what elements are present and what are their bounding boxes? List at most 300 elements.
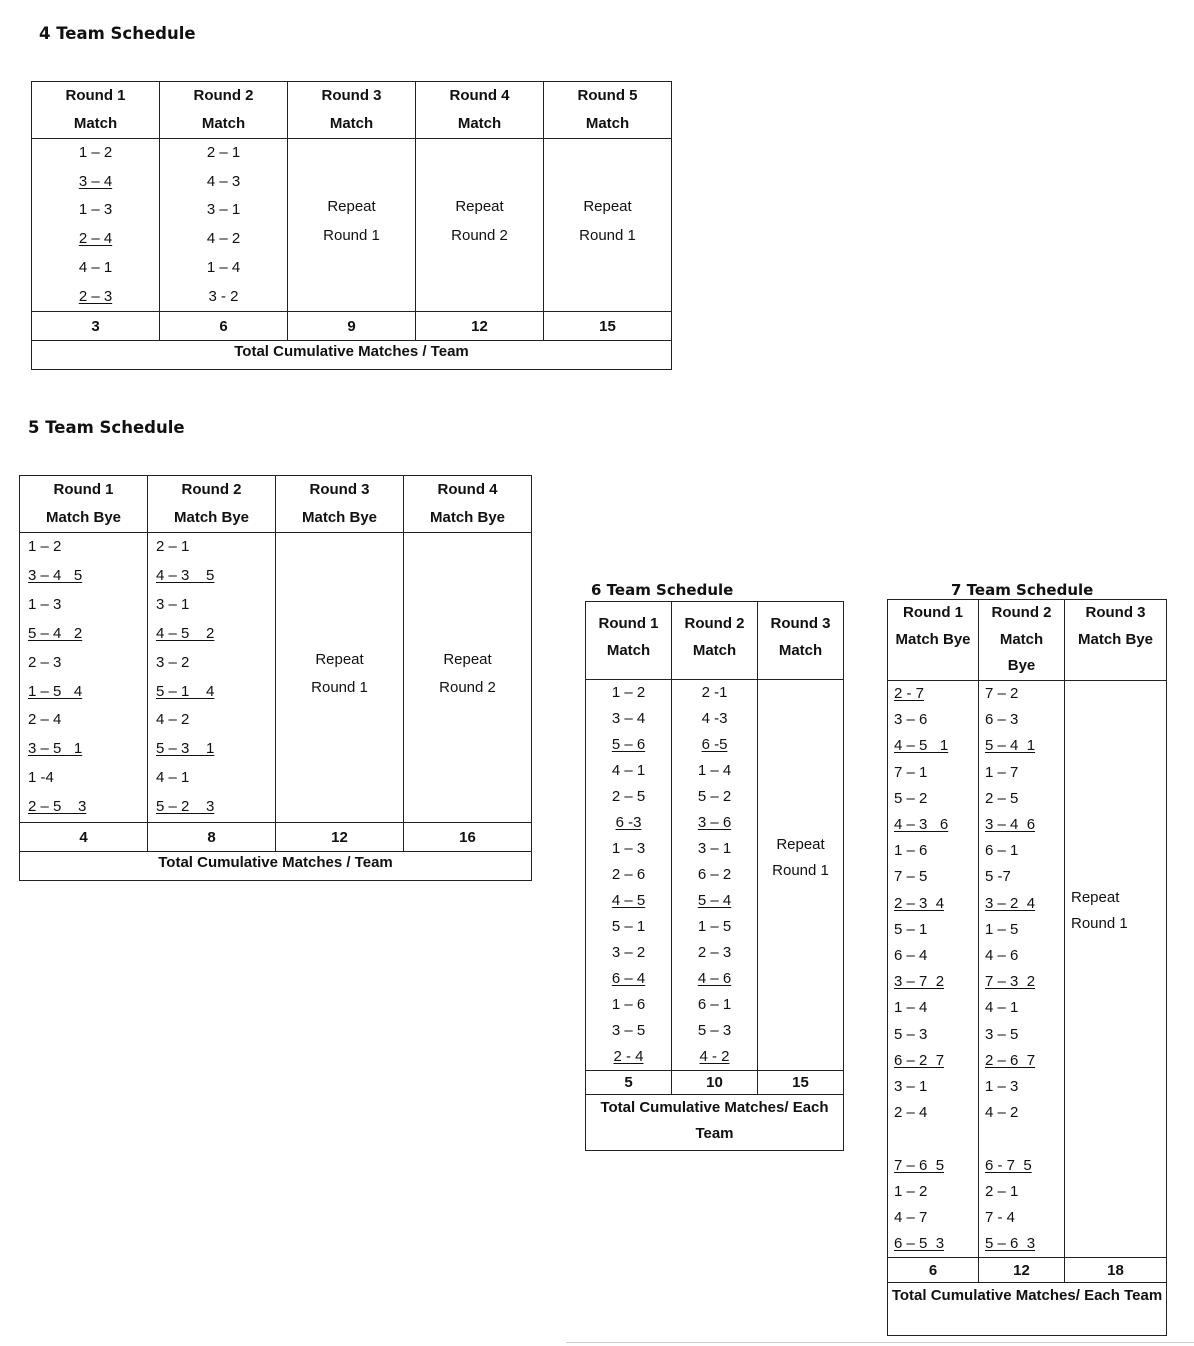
match-text: 2 – 6 7	[985, 1051, 1036, 1069]
match-entry	[979, 1205, 1064, 1231]
match-text: 3 – 6	[894, 711, 928, 729]
match-entry	[586, 706, 671, 732]
column-header	[586, 602, 672, 680]
header-line: Round 2	[181, 481, 242, 498]
match-entry	[586, 1018, 671, 1044]
title-5-team-schedule: 5 Team Schedule	[28, 418, 185, 437]
match-entry	[20, 706, 147, 735]
match-entry	[672, 914, 757, 940]
match-text: 5 – 3	[894, 1025, 928, 1043]
schedule-table-7-team	[887, 599, 1167, 1336]
match-entry	[20, 649, 147, 678]
match-entry	[148, 764, 275, 793]
header-line: Match Bye	[45, 509, 122, 526]
round-column	[672, 680, 758, 1071]
repeat-line: Round 1	[311, 679, 368, 696]
match-text: 1 – 2	[78, 144, 113, 161]
match-entry	[888, 917, 978, 943]
match-text: 3 – 7 2	[894, 973, 945, 991]
match-entry	[979, 1100, 1064, 1126]
header-line: Round 2	[991, 604, 1052, 621]
cumulative-total: 9	[288, 312, 416, 341]
match-text: 7 - 4	[985, 1209, 1016, 1227]
header-row	[32, 82, 672, 139]
cumulative-total: 6	[160, 312, 288, 341]
schedule-table-4-team	[31, 81, 672, 370]
match-entry	[586, 758, 671, 784]
column-header	[20, 476, 148, 533]
match-entry	[979, 969, 1064, 995]
header-line: Match Bye	[429, 509, 506, 526]
match-entry	[20, 620, 147, 649]
match-entry	[888, 733, 978, 759]
match-entry	[586, 862, 671, 888]
header-row	[888, 600, 1167, 681]
header-line: Match	[457, 115, 502, 132]
header-line: Round 4	[449, 87, 510, 104]
match-text: 5 – 6	[611, 736, 646, 753]
match-text: 2 – 5	[985, 789, 1019, 807]
match-text: 2 – 4	[894, 1104, 928, 1122]
match-text: 2 – 5	[611, 788, 646, 805]
match-text: 4 -3	[701, 710, 728, 727]
footer-row	[888, 1283, 1167, 1336]
match-text: 4 – 1	[985, 999, 1019, 1017]
match-entry	[586, 680, 671, 706]
body-row	[586, 680, 844, 1071]
repeat-line: Round 2	[439, 679, 496, 696]
match-entry	[888, 1179, 978, 1205]
header-line: Round 3	[1085, 604, 1146, 621]
match-text: 4 – 6	[985, 947, 1019, 965]
footer-row	[20, 852, 532, 881]
match-text: 1 – 2	[894, 1182, 928, 1200]
match-entry	[672, 836, 757, 862]
match-text: 5 – 4 1	[985, 737, 1036, 755]
match-text: 7 – 6 5	[894, 1156, 945, 1174]
repeat-line: Round 1	[579, 227, 636, 244]
match-entry	[160, 168, 287, 197]
match-text: 3 – 4 6	[985, 816, 1036, 834]
match-text	[985, 1130, 989, 1147]
schedule-table-6-team	[585, 601, 844, 1151]
match-text: 1 – 5 4	[28, 682, 83, 700]
match-entry	[148, 706, 275, 735]
header-line: Bye	[1007, 657, 1036, 674]
match-entry	[888, 1153, 978, 1179]
match-entry	[888, 838, 978, 864]
match-text: 4 – 5 1	[894, 737, 949, 755]
match-text: 3 – 2 4	[985, 894, 1036, 912]
match-text: 2 – 5 3	[28, 798, 87, 816]
repeat-line: Round 1	[323, 227, 380, 244]
match-entry	[672, 784, 757, 810]
match-text: 4 – 1	[156, 769, 190, 787]
header-line: Match	[73, 115, 118, 132]
repeat-line: Repeat	[327, 198, 376, 215]
match-entry	[32, 254, 159, 283]
round-column	[32, 139, 160, 312]
round-column	[979, 681, 1065, 1258]
match-text: 4 – 3	[206, 172, 241, 190]
match-entry	[888, 1048, 978, 1074]
match-text: 7 – 3 2	[985, 973, 1036, 991]
match-entry	[148, 735, 275, 764]
match-entry	[148, 533, 275, 562]
match-text: 4 – 3 6	[894, 816, 949, 834]
match-entry	[32, 283, 159, 312]
match-text: 7 – 2	[985, 685, 1019, 702]
header-line: Round 2	[684, 615, 745, 632]
repeat-line: Repeat	[315, 651, 364, 668]
match-entry	[672, 966, 757, 992]
column-header	[979, 600, 1065, 681]
match-text: 3 – 1	[156, 595, 190, 613]
cumulative-total: 16	[404, 823, 532, 852]
title-6-team-schedule: 6 Team Schedule	[591, 581, 734, 599]
match-entry	[20, 533, 147, 562]
match-text: 3 – 2	[156, 653, 190, 671]
match-entry	[979, 760, 1064, 786]
match-entry	[979, 733, 1064, 759]
match-text: 1 – 2	[611, 684, 646, 701]
match-text: 6 – 2 7	[894, 1051, 945, 1069]
match-text: 1 – 4	[697, 762, 732, 779]
cumulative-total: 10	[672, 1071, 758, 1095]
match-entry	[888, 1022, 978, 1048]
match-text: 2 – 6	[611, 866, 646, 883]
match-entry	[888, 969, 978, 995]
header-line: Round 4	[437, 481, 498, 498]
match-entry	[979, 838, 1064, 864]
schedule-table-5-team	[19, 475, 532, 881]
match-text: 4 – 2	[206, 230, 241, 248]
match-text: 4 – 6	[697, 970, 732, 987]
match-entry	[160, 139, 287, 168]
cumulative-total: 12	[276, 823, 404, 852]
body-row	[888, 681, 1167, 1258]
repeat-note	[404, 533, 531, 702]
cumulative-total: 15	[758, 1071, 844, 1095]
match-text: 5 – 2	[697, 788, 732, 805]
match-text: 3 – 1	[206, 201, 241, 219]
match-entry	[586, 992, 671, 1018]
header-line: Round 1	[598, 615, 659, 632]
match-text: 5 – 2 3	[156, 798, 215, 816]
match-entry	[979, 943, 1064, 969]
header-line: Round 1	[53, 481, 114, 498]
title-4-team-schedule: 4 Team Schedule	[39, 24, 196, 43]
round-column	[544, 139, 672, 312]
match-text: 2 – 3 4	[894, 894, 945, 912]
match-entry	[586, 914, 671, 940]
match-entry	[979, 786, 1064, 812]
match-entry	[32, 225, 159, 254]
match-text: 4 – 2	[156, 711, 190, 729]
match-entry	[586, 784, 671, 810]
header-line: Match	[585, 115, 630, 132]
repeat-line: Round 2	[451, 227, 508, 244]
match-text: 6 – 2	[697, 866, 732, 883]
header-line: Match	[329, 115, 374, 132]
match-text: 2 - 4	[613, 1048, 644, 1065]
match-entry	[160, 254, 287, 283]
header-line: Round 2	[193, 87, 254, 104]
repeat-line: Repeat	[1071, 889, 1120, 906]
match-text: 6 – 4	[894, 947, 928, 965]
match-entry	[888, 681, 978, 707]
match-text: 2 – 4	[28, 711, 62, 729]
match-entry	[148, 620, 275, 649]
header-row	[20, 476, 532, 533]
match-entry	[20, 764, 147, 793]
round-column	[1065, 681, 1167, 1258]
match-entry	[672, 706, 757, 732]
match-entry	[979, 1048, 1064, 1074]
round-column	[758, 680, 844, 1071]
match-text: 6 – 3	[985, 711, 1019, 729]
match-text: 5 – 1 4	[156, 682, 215, 700]
match-text: 4 – 1	[78, 258, 113, 276]
match-entry	[979, 1074, 1064, 1100]
footer-label: Total Cumulative Matches / Team	[32, 341, 672, 370]
match-entry	[979, 1179, 1064, 1205]
match-text: 5 – 1	[894, 920, 928, 938]
match-entry	[32, 168, 159, 197]
match-entry	[672, 992, 757, 1018]
match-text: 1 – 2	[28, 538, 62, 555]
match-text: 4 – 5	[611, 892, 646, 909]
repeat-note	[544, 139, 671, 250]
match-text: 5 -7	[985, 868, 1011, 886]
match-entry	[979, 1126, 1064, 1152]
totals-row	[32, 312, 672, 341]
match-entry	[888, 1100, 978, 1126]
match-text: 2 – 3	[697, 944, 732, 961]
match-entry	[586, 1044, 671, 1070]
match-text: 4 - 2	[699, 1048, 730, 1065]
cumulative-total: 8	[148, 823, 276, 852]
footer-label: Total Cumulative Matches/ Each Team	[586, 1095, 844, 1151]
title-7-team-schedule: 7 Team Schedule	[951, 581, 1094, 599]
match-text: 6 – 4	[611, 970, 646, 987]
footer-row	[586, 1095, 844, 1151]
match-text: 2 - 7	[894, 685, 925, 702]
cumulative-total: 18	[1065, 1258, 1167, 1283]
cumulative-total: 15	[544, 312, 672, 341]
match-entry	[888, 864, 978, 890]
header-line: Match Bye	[895, 630, 971, 648]
match-entry	[888, 760, 978, 786]
match-text: 1 – 7	[985, 763, 1019, 781]
match-text: 4 – 1	[611, 762, 646, 779]
repeat-note	[416, 139, 543, 250]
header-line: Match	[692, 642, 737, 659]
match-text: 6 -5	[701, 736, 728, 753]
match-entry	[888, 1205, 978, 1231]
footer-label: Total Cumulative Matches/ Each Team	[888, 1283, 1167, 1336]
repeat-note	[288, 139, 415, 250]
cumulative-total: 6	[888, 1258, 979, 1283]
match-text: 5 – 3	[697, 1022, 732, 1039]
header-line: Round 3	[309, 481, 370, 498]
column-header	[32, 82, 160, 139]
match-text: 2 -1	[701, 684, 728, 701]
match-entry	[586, 810, 671, 836]
cumulative-total: 3	[32, 312, 160, 341]
match-entry	[888, 1126, 978, 1152]
match-text: 4 – 2	[985, 1104, 1019, 1122]
column-header	[758, 602, 844, 680]
match-entry	[979, 1231, 1064, 1257]
match-text: 1 – 5	[985, 920, 1019, 938]
match-text: 2 – 1	[206, 144, 241, 161]
round-column	[20, 533, 148, 823]
match-text: 5 – 1	[611, 918, 646, 935]
header-line: Round 1	[65, 87, 126, 104]
round-column	[276, 533, 404, 823]
match-entry	[148, 793, 275, 822]
match-entry	[32, 196, 159, 225]
match-text: 1 – 6	[894, 842, 928, 860]
body-row	[20, 533, 532, 823]
header-line: Match	[999, 630, 1044, 648]
match-text: 1 – 3	[611, 840, 646, 857]
round-column	[148, 533, 276, 823]
match-entry	[672, 810, 757, 836]
match-entry	[20, 591, 147, 620]
match-text: 1 – 3	[78, 201, 113, 219]
match-entry	[888, 812, 978, 838]
header-line: Match Bye	[301, 509, 378, 526]
match-entry	[148, 562, 275, 591]
column-header	[404, 476, 532, 533]
column-header	[1065, 600, 1167, 681]
header-line: Round 5	[577, 87, 638, 104]
match-entry	[672, 732, 757, 758]
match-entry	[979, 917, 1064, 943]
column-header	[276, 476, 404, 533]
column-header	[288, 82, 416, 139]
cumulative-total: 12	[416, 312, 544, 341]
header-row	[586, 602, 844, 680]
column-header	[160, 82, 288, 139]
match-entry	[160, 225, 287, 254]
repeat-line: Repeat	[776, 836, 825, 853]
match-text: 1 – 5	[697, 918, 732, 935]
match-text: 5 – 4 2	[28, 624, 83, 642]
column-header	[672, 602, 758, 680]
header-line: Match	[778, 642, 823, 659]
match-text: 1 -4	[28, 769, 54, 787]
match-entry	[888, 995, 978, 1021]
match-entry	[586, 836, 671, 862]
match-entry	[979, 1153, 1064, 1179]
match-text: 3 – 4	[611, 710, 646, 727]
column-header	[416, 82, 544, 139]
match-entry	[672, 1044, 757, 1070]
match-entry	[979, 1022, 1064, 1048]
totals-row	[586, 1071, 844, 1095]
match-entry	[888, 1231, 978, 1257]
match-entry	[148, 649, 275, 678]
match-entry	[148, 591, 275, 620]
match-entry	[979, 864, 1064, 890]
match-text: 3 - 2	[208, 287, 239, 305]
match-entry	[979, 995, 1064, 1021]
match-text: 6 -3	[615, 814, 642, 831]
match-entry	[148, 678, 275, 707]
match-entry	[20, 678, 147, 707]
match-text: 6 - 7 5	[985, 1156, 1032, 1174]
round-column	[416, 139, 544, 312]
match-text: 6 – 5 3	[894, 1235, 945, 1253]
match-entry	[672, 888, 757, 914]
match-entry	[888, 786, 978, 812]
header-line: Match Bye	[1077, 630, 1154, 648]
cumulative-total: 4	[20, 823, 148, 852]
match-text: 4 – 7	[894, 1209, 928, 1227]
match-text: 5 – 6 3	[985, 1235, 1036, 1253]
round-column	[888, 681, 979, 1258]
match-text: 1 – 4	[894, 999, 928, 1017]
match-entry	[32, 139, 159, 168]
column-header	[544, 82, 672, 139]
match-text: 7 – 1	[894, 763, 928, 781]
match-entry	[888, 891, 978, 917]
match-text: 5 – 2	[894, 789, 928, 807]
repeat-line: Repeat	[443, 651, 492, 668]
match-text: 2 – 3	[28, 653, 62, 671]
match-text	[894, 1130, 898, 1147]
header-line: Round 3	[770, 615, 831, 632]
match-text: 1 – 6	[611, 996, 646, 1013]
match-entry	[672, 862, 757, 888]
match-entry	[586, 940, 671, 966]
cumulative-total: 12	[979, 1258, 1065, 1283]
repeat-line: Round 1	[1071, 915, 1128, 932]
header-line: Match	[606, 642, 651, 659]
match-text: 2 – 3	[78, 287, 113, 305]
match-text: 1 – 3	[985, 1078, 1019, 1096]
divider-line	[566, 1342, 1194, 1343]
column-header	[888, 600, 979, 681]
round-column	[404, 533, 532, 823]
match-text: 2 – 4	[78, 230, 113, 248]
match-entry	[160, 196, 287, 225]
totals-row	[888, 1258, 1167, 1283]
match-entry	[979, 891, 1064, 917]
match-entry	[672, 680, 757, 706]
match-text: 3 – 5	[985, 1025, 1019, 1043]
match-entry	[888, 707, 978, 733]
match-entry	[888, 943, 978, 969]
match-text: 3 – 4	[78, 172, 113, 190]
repeat-note	[758, 680, 843, 884]
repeat-line: Repeat	[455, 198, 504, 215]
round-column	[586, 680, 672, 1071]
round-column	[160, 139, 288, 312]
cumulative-total: 5	[586, 1071, 672, 1095]
round-column	[288, 139, 416, 312]
match-text: 1 – 3	[28, 595, 62, 613]
match-text: 2 – 1	[985, 1182, 1019, 1200]
header-line: Match	[201, 115, 246, 132]
match-text: 3 – 5	[611, 1022, 646, 1039]
repeat-note	[1065, 681, 1166, 937]
match-text: 3 – 1	[697, 840, 732, 857]
match-entry	[672, 758, 757, 784]
